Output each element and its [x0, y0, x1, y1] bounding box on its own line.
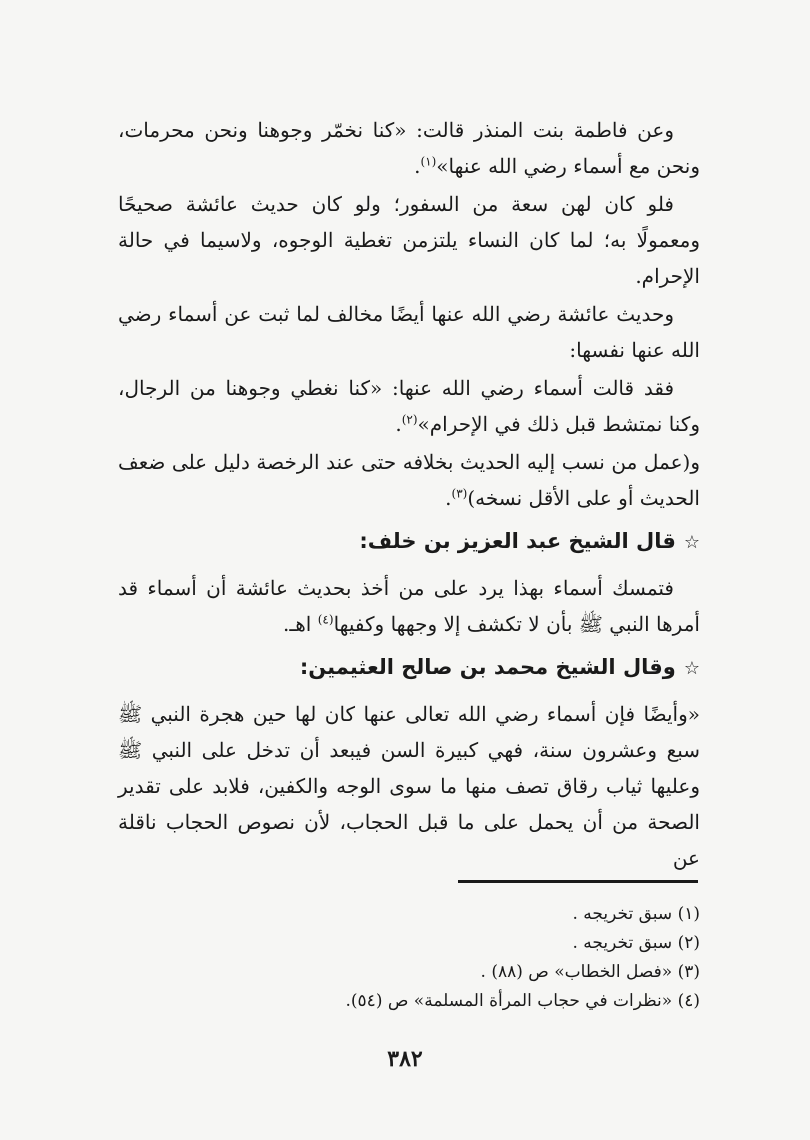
footnote: (٢) سبق تخريجه .	[572, 933, 700, 953]
footnotes	[118, 900, 700, 1016]
paragraph-1: وعن فاطمة بنت المنذر قالت: «كنا نخمّر وجوهنا ونحن محرمات، ونحن مع أسماء رضي الله عنها»$^{(١)}$.	[118, 118, 700, 178]
footnote-ref-2: (٢)	[401, 412, 418, 427]
footnote-ref-4: (٤)	[317, 612, 334, 627]
footnote: (٤) «نظرات في حجاب المرأة المسلمة» ص (٥٤).	[345, 991, 700, 1011]
paragraph-3: وحديث عائشة رضي الله عنها أيضًا مخالف لما ثبت عن أسماء رضي الله عنها نفسها:	[118, 302, 700, 362]
paragraph-6: فتمسك أسماء بهذا يرد على من أخذ بحديث عائشة أن أسماء قد أمرها النبي ﷺ بأن لا تكشف إلا وجهها وكفيها$^{(٤)}$ اهـ.	[118, 576, 700, 636]
section-heading-1: ☆قال الشيخ عبد العزيز بن خلف:	[359, 529, 700, 553]
footnote: (٣) «فصل الخطاب» ص (٨٨) .	[480, 962, 700, 982]
footnote-ref-3: (٣)	[451, 486, 468, 501]
main-text	[118, 112, 700, 878]
paragraph-5: و(عمل من نسب إليه الحديث بخلافه حتى عند الرخصة دليل على ضعف الحديث أو على الأقل نسخه)$^{(٣)}$.	[118, 450, 700, 510]
footnote-ref-1: (١)	[420, 154, 437, 169]
footnote-divider	[458, 880, 698, 883]
paragraph-4: فقد قالت أسماء رضي الله عنها: «كنا نغطي وجوهنا من الرجال، وكنا نمتشط قبل ذلك في الإحرام»$^{(٢)}$.	[118, 376, 700, 436]
star-icon: ☆	[683, 658, 700, 679]
section-heading-2: ☆وقال الشيخ محمد بن صالح العثيمين:	[299, 655, 700, 679]
paragraph-7: «وأيضًا فإن أسماء رضي الله تعالى عنها كان لها حين هجرة النبي ﷺ سبع وعشرون سنة، فهي كبيرة السن فيبعد أن تدخل على النبي ﷺ وعليها ثياب رقاق تصف منها ما سوى الوجه والكفين، فلابد على تقدير الصحة من أن يحمل على ما قبل الحجاب، لأن نصوص الحجاب ناقلة عن	[118, 702, 700, 870]
paragraph-2: فلو كان لهن سعة من السفور؛ ولو كان حديث عائشة صحيحًا ومعمولًا به؛ لما كان النساء يلتزمن تغطية الوجوه، ولاسيما في حالة الإحرام.	[118, 192, 700, 288]
page-number: ٣٨٢	[387, 1046, 423, 1072]
star-icon: ☆	[683, 532, 700, 553]
footnote: (١) سبق تخريجه .	[572, 904, 700, 924]
